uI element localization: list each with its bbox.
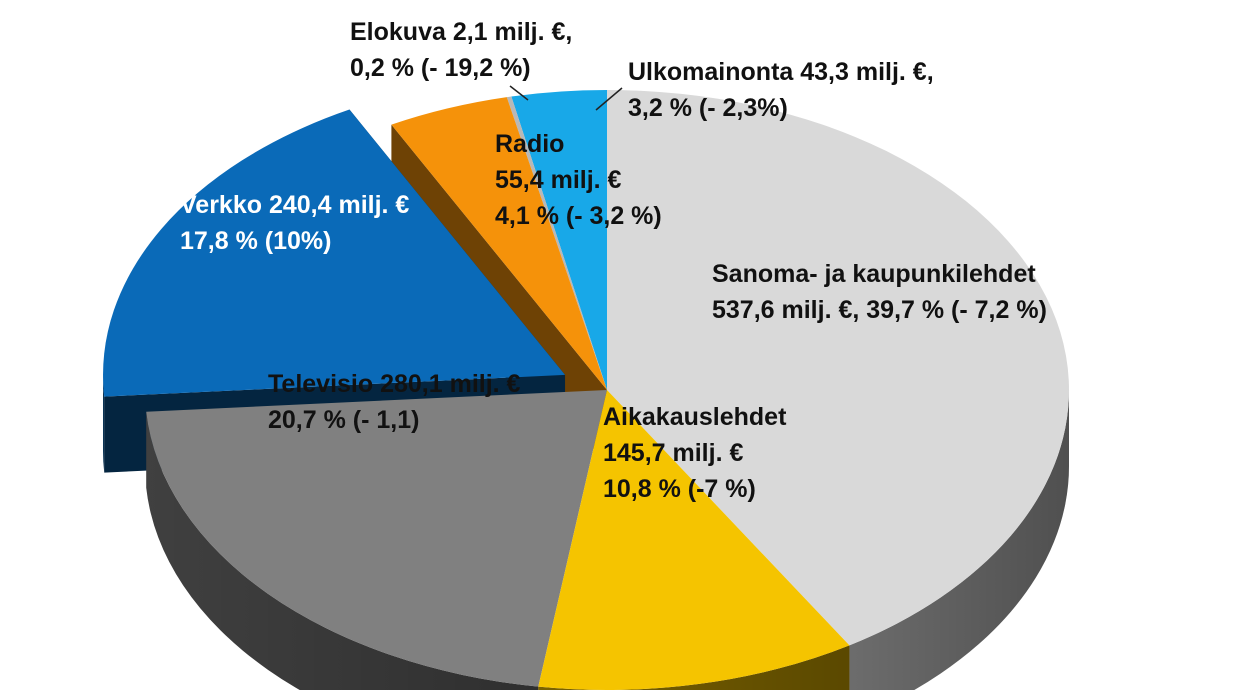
slice-label-line: 20,7 % (- 1,1) bbox=[268, 406, 420, 434]
slice-label bbox=[628, 58, 934, 122]
slice-label-line: 3,2 % (- 2,3%) bbox=[628, 94, 788, 122]
slice-label-line: 55,4 milj. € bbox=[495, 166, 622, 194]
slice-label-line: Televisio 280,1 milj. € bbox=[268, 370, 521, 398]
slice-label-line: 10,8 % (-7 %) bbox=[603, 475, 756, 503]
slice-label-line: Verkko 240,4 milj. € bbox=[180, 191, 410, 219]
slice-label-line: 145,7 milj. € bbox=[603, 439, 744, 467]
slice-label-line: 17,8 % (10%) bbox=[180, 227, 332, 255]
slice-label-line: Elokuva 2,1 milj. €, bbox=[350, 18, 573, 46]
slice-label-line: 4,1 % (- 3,2 %) bbox=[495, 202, 662, 230]
slice-label bbox=[350, 18, 572, 82]
slice-label-line: Sanoma- ja kaupunkilehdet bbox=[712, 260, 1036, 288]
slice-label-line: Aikakauslehdet bbox=[603, 403, 787, 431]
slice-label-line: 537,6 milj. €, 39,7 % (- 7,2 %) bbox=[712, 296, 1047, 324]
slice-televisio bbox=[146, 390, 607, 687]
slice-label-line: 0,2 % (- 19,2 %) bbox=[350, 54, 531, 82]
slice-label-line: Ulkomainonta 43,3 milj. €, bbox=[628, 58, 934, 86]
slice-label-line: Radio bbox=[495, 130, 565, 158]
